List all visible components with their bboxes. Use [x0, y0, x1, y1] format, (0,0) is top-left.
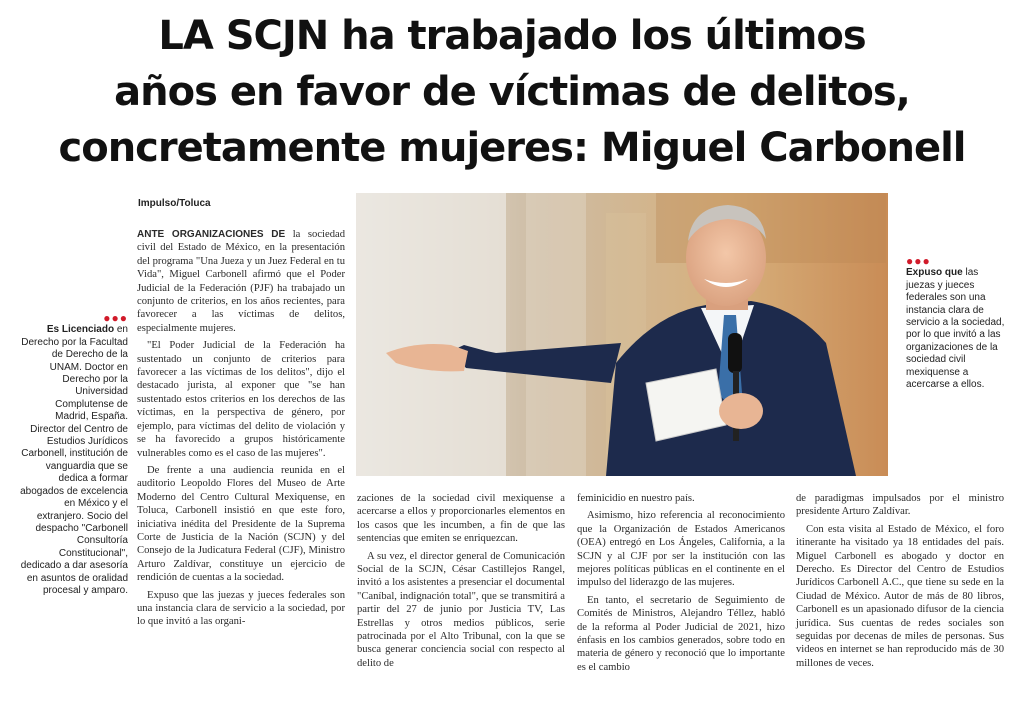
- bullet-dots-icon: ●●●: [103, 311, 128, 325]
- sidebar-right: [906, 255, 1008, 391]
- col1-paragraph-2: "El Poder Judicial de la Federación ha sustentado un conjunto de criterios para favorecer a las víctimas de los delitos", dijo el destacado jurista, al exponer que "se han sustentado estos criterios en los derechos de las víctimas, en la perspectiva de género, por ejemplo, para víctimas del delito de violación y se ha favorecido a grupos históricamente vulnerables como es el caso de las mujeres".: [137, 340, 345, 459]
- headline-line-1: LA SCJN ha trabajado los últimos: [158, 13, 866, 59]
- col4-paragraph-1: de paradigmas impulsados por el ministro presidente Arturo Zaldívar.: [796, 493, 1004, 518]
- col3-paragraph-3: En tanto, el secretario de Seguimiento de Comités de Ministros, Alejandro Téllez, habló de la reforma al Poder Judicial de 2021, hizo énfasis en los cambios generados, sobre todo en materia de género y reconoció que lo importante es el cambio: [577, 594, 785, 673]
- article-column-3: [577, 492, 785, 678]
- col3-paragraph-1: feminicidio en nuestro país.: [577, 493, 695, 504]
- col1-paragraph-3: De frente a una audiencia reunida en el auditorio Leopoldo Flores del Museo de Arte Moderno del Centro Cultural Mexiquense, en Toluca, Carbonell insistió en que este foro, iniciativa inédita del Presidente de la Suprema Corte de Justicia de la Nación (SCJN) y del Consejo de la Judicatura Federal (CJF), Ministro Arturo Zaldívar, constituye un ejercicio de rendición de cuentas a la sociedad.: [137, 464, 345, 584]
- col4-paragraph-2: Con esta visita al Estado de México, el foro itinerante ha visitado ya 18 entidades del país. Miguel Carbonell es abogado y doctor en Derecho. Es Director del Centro de Estudios Jurídicos Carbonell A.C., que tiene su sede en la Ciudad de México. Autor de más de 80 libros, Carbonell es un apasionado difusor de la ciencia jurídica. Sus cuentas de redes sociales son seguidas por decenas de miles de personas. Sus videos en internet se han reproducido más de 30 millones de veces.: [796, 523, 1004, 669]
- sidebar-left-body: en Derecho por la Facultad de Derecho de la UNAM. Doctor en Derecho por la Universidad Complutense de Madrid, España. Director del Centro de Estudios Jurídicos Carbonell, institución de vanguardia que se dedica a formar abogados de excelencia en México y el extranjero. Socio del despacho "Carbonell Consultoría Constitucional", dedicado a dar asesoría en asuntos de oralidad procesal y amparo.: [20, 324, 128, 596]
- col2-paragraph-2: A su vez, el director general de Comunicación Social de la SCJN, César Castillejos Rangel, invitó a los asistentes a presenciar el documental "Caníbal, indignación total", que se transmitirá a partir del 27 de junio por Justicia TV, Las Estrellas y otros medios públicos, serie patrocinada por el Alto Tribunal, con la que se busca generar conciencia social con respecto al delito de: [357, 550, 565, 669]
- bullet-dots-icon: ●●●: [906, 254, 931, 268]
- article-photo: [356, 193, 888, 476]
- sidebar-left-text: [20, 324, 128, 597]
- headline-line-2: años en favor de víctimas de delitos,: [114, 69, 910, 115]
- headline: [20, 8, 1004, 176]
- sidebar-left: [20, 312, 128, 597]
- col1-paragraph-1: [137, 228, 345, 335]
- lead-in-caps: ANTE ORGANIZACIONES DE: [137, 229, 286, 240]
- col1-p1-text: la sociedad civil del Estado de México, en la presentación del programa "Una Jueza y un Juez Federal en tu Vida", Miguel Carbonell afirmó que el Poder Judicial de la Federación (PJF) ha trabajado un conjunto de criterios, en los años recientes, para favorecer a las víctimas de delitos, especialmente mujeres.: [137, 229, 345, 334]
- col3-paragraph-2: Asimismo, hizo referencia al reconocimiento que la Organización de Estados Americanos (OEA) entregó en Los Ángeles, California, a la SCJN y al CJF por ser la institución con las mejores políticas públicas en el continente en el impulso del liderazgo de las mujeres.: [577, 510, 785, 589]
- article-column-2: [357, 492, 565, 674]
- sidebar-right-lead: Expuso que: [906, 267, 963, 279]
- article-column-1: [137, 228, 345, 633]
- photo-speaker-image: [356, 193, 888, 476]
- col2-paragraph-1: zaciones de la sociedad civil mexiquense a acercarse a ellos y proporcionarles elementos en los casos que les incumben, a fin de que las sentencias que emiten se enriquezcan.: [357, 493, 565, 545]
- headline-line-3: concretamente mujeres: Miguel Carbonell: [58, 125, 966, 171]
- sidebar-right-text: [906, 267, 1008, 391]
- sidebar-left-lead: Es Licenciado: [46, 324, 115, 336]
- col1-paragraph-4: Expuso que las juezas y jueces federales son una instancia clara de servicio a la sociedad, por lo que invitó a las organi-: [137, 589, 345, 628]
- byline: Impulso/Toluca: [138, 198, 211, 209]
- sidebar-right-body: las juezas y jueces federales son una instancia clara de servicio a la sociedad, por lo que invitó a las organizaciones de la sociedad civil mexiquense a acercarse a ellos.: [906, 267, 1005, 391]
- article-column-4: [796, 492, 1004, 674]
